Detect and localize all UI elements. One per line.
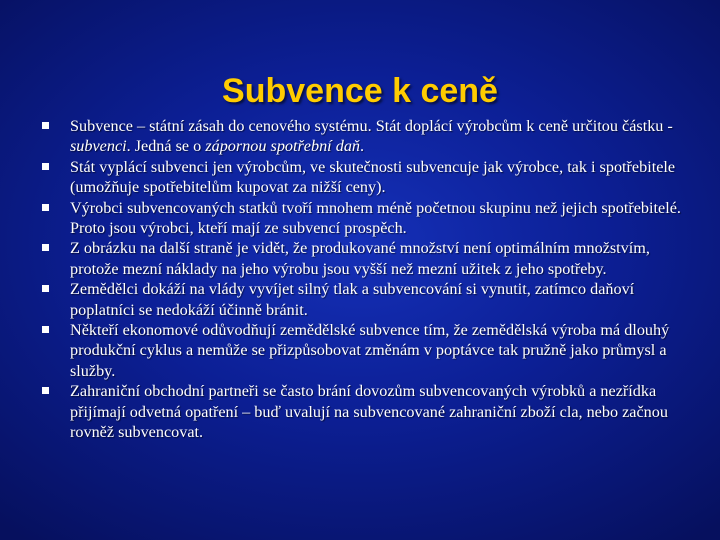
bullet-5-text: Zemědělci dokáží na vlády vyvíjet silný tlak a subvencování si vynutit, zatímco daňoví poplatníci se nedokáží účinně bránit.	[70, 280, 635, 319]
bullet-6-text: Někteří ekonomové odůvodňují zemědělské subvence tím, že zemědělská výroba má dlouhý produkční cyklus a nemůže se přizpůsobovat změnám v poptávce tak pružně jako průmysl a služby.	[70, 321, 670, 380]
bullet-4-text: Z obrázku na další straně je vidět, že produkované množství není optimálním množstvím, protože mezní náklady na jeho výrobu jsou vyšší než mezní užitek z jeho spotřeby.	[70, 239, 650, 278]
bullet-2-text: Stát vyplácí subvenci jen výrobcům, ve skutečnosti subvencuje jak výrobce, tak i spotřebitele (umožňuje spotřebitelům kupovat za nižší ceny).	[70, 157, 676, 197]
bullet-item-3	[40, 198, 688, 239]
bullet-item-2	[40, 157, 688, 198]
bullet-item-6	[40, 320, 688, 381]
bullet-1-text	[70, 117, 673, 155]
square-bullet-icon	[42, 244, 49, 251]
bullet-1-text-start: Subvence – státní zásah do cenového systému. Stát doplácí výrobcům k ceně určitou částku -	[70, 117, 673, 135]
square-bullet-icon	[42, 122, 49, 129]
square-bullet-icon	[42, 285, 49, 292]
slide-title: Subvence k ceně	[222, 71, 498, 110]
bullet-item-4	[40, 238, 688, 279]
bullet-item-7	[40, 381, 688, 442]
bullet-3-text: Výrobci subvencovaných statků tvoří mnohem méně početnou skupinu než jejich spotřebitelé. Proto jsou výrobci, kteří mají ze subvencí prospěch.	[70, 198, 681, 238]
bullet-list	[40, 116, 688, 443]
bullet-1-text-end: .	[360, 137, 365, 156]
square-bullet-icon	[42, 163, 49, 170]
bullet-1-text-middle: . Jedná se o	[126, 137, 206, 156]
bullet-item-5	[40, 279, 688, 320]
bullet-7-text: Zahraniční obchodní partneři se často brání dovozům subvencovaných výrobků a nezřídka přijímají odvetná opatření – buď uvalují na subvencované zahraniční zboží cla, nebo začnou rovněž subvencovat.	[70, 382, 668, 442]
square-bullet-icon	[42, 387, 49, 394]
bullet-item-1	[40, 116, 688, 157]
square-bullet-icon	[42, 326, 49, 333]
square-bullet-icon	[42, 204, 49, 211]
bullet-1-italic-dan: zápornou spotřební daň	[205, 137, 361, 156]
bullet-1-italic-subvenci: subvenci	[70, 137, 127, 156]
